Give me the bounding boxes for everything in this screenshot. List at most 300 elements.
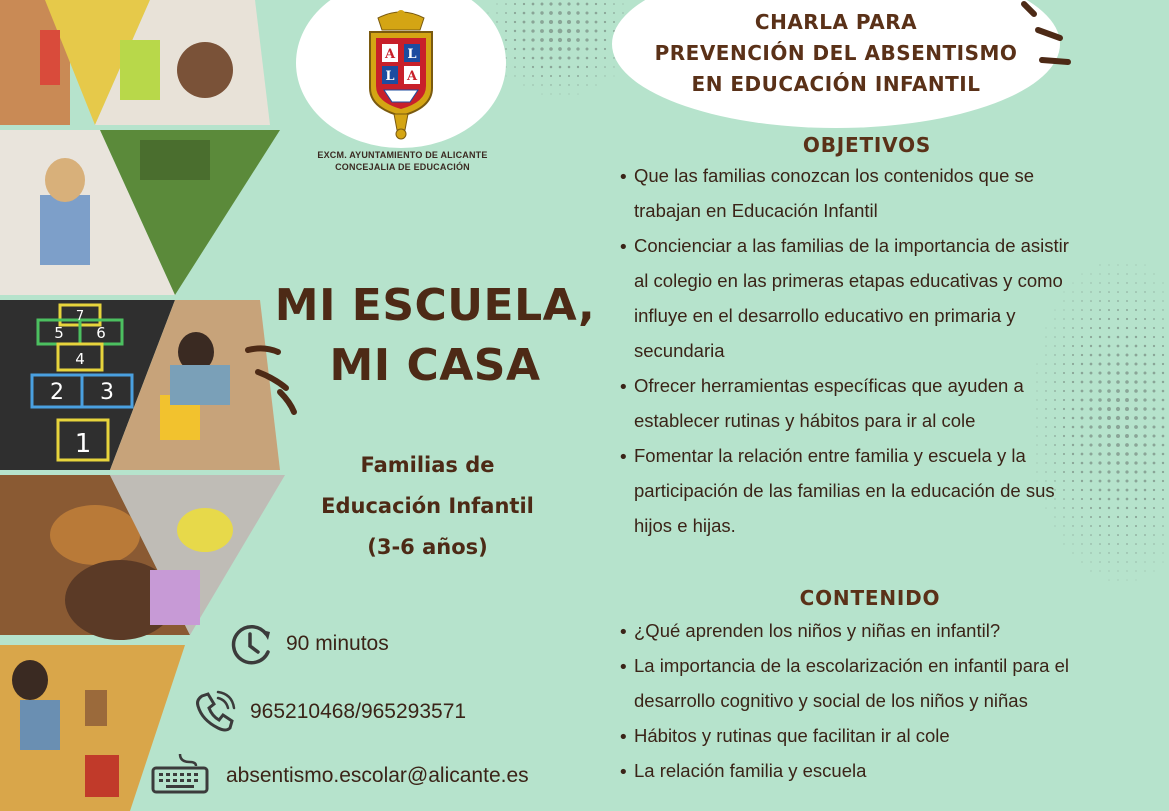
halftone-dot	[1162, 462, 1164, 464]
halftone-dot	[1117, 282, 1118, 283]
halftone-dot	[1116, 362, 1119, 365]
halftone-dot	[595, 57, 597, 59]
halftone-dot	[1081, 399, 1084, 402]
halftone-dot	[1162, 471, 1164, 473]
halftone-dot	[1036, 444, 1037, 445]
halftone-dot	[604, 66, 606, 68]
halftone-dot	[1081, 552, 1082, 553]
halftone-dot	[586, 48, 589, 51]
objetivos-item-4-line-1: Fomentar la relación entre familia y escuela y la	[634, 445, 1026, 466]
halftone-dot	[1135, 318, 1137, 320]
org-department: CONCEJALIA DE EDUCACIÓN	[335, 162, 470, 172]
halftone-dot	[1136, 265, 1137, 266]
halftone-dot	[1154, 562, 1155, 563]
halftone-dot	[540, 47, 543, 50]
halftone-dot	[567, 20, 571, 24]
halftone-dot	[1037, 463, 1038, 464]
halftone-dot	[1072, 327, 1074, 329]
halftone-dot	[1162, 534, 1163, 535]
halftone-dot	[1162, 525, 1164, 527]
halftone-dot	[1116, 443, 1120, 447]
halftone-dot	[1108, 291, 1110, 293]
halftone-dot	[1134, 398, 1138, 402]
halftone-dot	[1072, 471, 1074, 473]
halftone-dot	[1117, 345, 1120, 348]
halftone-dot	[1036, 399, 1037, 400]
halftone-dot	[551, 94, 552, 95]
halftone-dot	[1090, 282, 1091, 283]
halftone-dot	[1063, 381, 1065, 383]
halftone-dot	[1107, 470, 1110, 473]
halftone-dot	[1125, 452, 1129, 456]
halftone-dot	[1054, 336, 1055, 337]
objetivos-item-1-line-2: trabajan en Educación Infantil	[634, 200, 878, 221]
objetivos-item-4-line-2: participación de las familias en la educación de sus	[634, 480, 1055, 501]
halftone-dot	[1134, 380, 1137, 383]
halftone-dot	[1153, 444, 1156, 447]
halftone-dot	[1036, 390, 1037, 391]
halftone-dot	[613, 66, 614, 67]
halftone-dot	[523, 21, 526, 24]
halftone-dot	[577, 75, 579, 77]
halftone-dot	[1089, 389, 1092, 392]
halftone-dot	[1090, 318, 1092, 320]
halftone-dot	[514, 75, 515, 76]
halftone-dot	[1116, 416, 1120, 420]
halftone-dot	[1145, 571, 1146, 572]
halftone-dot	[585, 29, 588, 32]
halftone-dot	[1116, 434, 1120, 438]
halftone-dot	[1162, 444, 1165, 447]
halftone-dot	[549, 20, 553, 24]
clock-icon	[228, 622, 276, 668]
halftone-dot	[1054, 516, 1055, 517]
halftone-dot	[1063, 345, 1065, 347]
halftone-dot	[1134, 371, 1137, 374]
halftone-dot	[1153, 336, 1155, 338]
halftone-dot	[1063, 309, 1064, 310]
halftone-dot	[1117, 291, 1119, 293]
halftone-dot	[1089, 443, 1092, 446]
halftone-dot	[1063, 318, 1064, 319]
halftone-dot	[1063, 390, 1065, 392]
contenido-item-1-line-1: ¿Qué aprenden los niños y niñas en infantil?	[634, 620, 1001, 641]
halftone-dot	[1072, 363, 1074, 365]
halftone-dot	[1036, 426, 1037, 427]
halftone-dot	[1090, 354, 1093, 357]
halftone-dot	[1037, 364, 1038, 365]
halftone-dot	[1089, 398, 1092, 401]
halftone-dot	[1144, 561, 1145, 562]
halftone-dot	[1107, 425, 1111, 429]
halftone-dot	[1117, 354, 1120, 357]
seal-letter: A	[384, 47, 396, 62]
halftone-dot	[1090, 327, 1092, 329]
halftone-dot	[1117, 309, 1119, 311]
halftone-dot	[1081, 300, 1082, 301]
halftone-dot	[1107, 434, 1111, 438]
halftone-dot	[1153, 498, 1155, 500]
halftone-dot	[1143, 452, 1146, 455]
halftone-dot	[604, 39, 606, 41]
halftone-dot	[1099, 552, 1100, 553]
halftone-dot	[1054, 381, 1056, 383]
halftone-dot	[1055, 310, 1056, 311]
halftone-dot	[1163, 562, 1164, 563]
halftone-dot	[1063, 453, 1065, 455]
halftone-dot	[1099, 318, 1101, 320]
halftone-dot	[1099, 561, 1100, 562]
halftone-dot	[1063, 444, 1065, 446]
halftone-dot	[1153, 372, 1156, 375]
contenido-bullet: •	[618, 762, 629, 783]
halftone-dot	[1144, 489, 1147, 492]
audience-line-3: (3-6 años)	[367, 535, 488, 559]
halftone-dot	[576, 47, 579, 50]
halftone-dot	[1090, 462, 1093, 465]
halftone-dot	[1126, 354, 1129, 357]
halftone-dot	[1098, 389, 1101, 392]
contenido-item-2-line-1: La importancia de la escolarización en infantil para el	[634, 655, 1070, 676]
halftone-dot	[1153, 435, 1156, 438]
halftone-dot	[1063, 408, 1065, 410]
halftone-dot	[1072, 354, 1074, 356]
halftone-dot	[1162, 507, 1164, 509]
halftone-dot	[1055, 319, 1056, 320]
halftone-dot	[1126, 309, 1128, 311]
halftone-dot	[1125, 362, 1128, 365]
halftone-dot	[1081, 498, 1083, 500]
halftone-dot	[1107, 443, 1111, 447]
halftone-dot	[1107, 380, 1110, 383]
halftone-dot	[1081, 489, 1083, 491]
hopscotch-label: 6	[96, 324, 106, 342]
halftone-dot	[558, 47, 562, 51]
halftone-dot	[1099, 300, 1101, 302]
halftone-dot	[1144, 354, 1147, 357]
objetivos-bullet: •	[618, 237, 629, 258]
halftone-dot	[1143, 389, 1146, 392]
halftone-dot	[541, 75, 543, 77]
seal-icon	[360, 8, 442, 140]
halftone-dot	[505, 39, 507, 41]
halftone-dot	[1099, 507, 1101, 509]
halftone-dot	[559, 66, 562, 69]
halftone-dot	[1090, 372, 1093, 375]
halftone-dot	[1072, 399, 1074, 401]
halftone-dot	[514, 48, 516, 50]
halftone-dot	[1126, 273, 1127, 274]
halftone-dot	[567, 2, 570, 5]
halftone-dot	[1063, 435, 1065, 437]
halftone-dot	[1081, 534, 1082, 535]
halftone-dot	[1144, 327, 1146, 329]
halftone-dot	[549, 11, 553, 15]
halftone-dot	[1063, 399, 1065, 401]
halftone-dot	[1108, 516, 1110, 518]
halftone-dot	[1063, 534, 1064, 535]
halftone-dot	[1117, 543, 1119, 545]
halftone-dot	[1117, 327, 1119, 329]
objetivos-bullet: •	[618, 377, 629, 398]
halftone-dot	[1099, 525, 1101, 527]
halftone-dot	[531, 11, 534, 14]
halftone-dot	[506, 76, 507, 77]
halftone-dot	[1125, 470, 1128, 473]
halftone-dot	[1063, 372, 1065, 374]
halftone-dot	[604, 3, 606, 5]
halftone-dot	[1072, 543, 1073, 544]
halftone-dot	[1116, 407, 1120, 411]
halftone-dot	[1153, 543, 1154, 544]
halftone-dot	[1108, 300, 1110, 302]
halftone-dot	[1090, 336, 1092, 338]
hopscotch-label: 4	[75, 350, 85, 368]
halftone-dot	[1153, 462, 1156, 465]
halftone-dot	[1125, 398, 1129, 402]
halftone-dot	[1162, 300, 1163, 301]
halftone-dot	[1144, 300, 1146, 302]
halftone-dot	[549, 47, 553, 51]
halftone-dot	[1144, 363, 1147, 366]
halftone-dot	[1063, 354, 1065, 356]
halftone-dot	[1054, 390, 1056, 392]
halftone-dot	[1162, 336, 1164, 338]
halftone-dot	[1117, 507, 1119, 509]
halftone-dot	[1152, 416, 1155, 419]
hopscotch-label: 7	[75, 309, 85, 324]
halftone-dot	[1090, 345, 1092, 347]
halftone-dot	[505, 30, 507, 32]
duration-text: 90 minutos	[286, 632, 389, 655]
halftone-dot	[586, 84, 587, 85]
objetivos-item-1-line-1: Que las familias conozcan los contenidos que se	[634, 165, 1035, 186]
halftone-dot	[1116, 389, 1120, 393]
halftone-dot	[540, 38, 544, 42]
halftone-dot	[1045, 426, 1046, 427]
halftone-dot	[1162, 417, 1165, 420]
halftone-dot	[595, 75, 596, 76]
halftone-dot	[1125, 371, 1128, 374]
contenido-bullet: •	[618, 727, 629, 748]
halftone-dot	[1098, 425, 1102, 429]
halftone-dot	[1107, 398, 1111, 402]
keyboard-icon	[150, 752, 210, 794]
halftone-dot	[1055, 526, 1056, 527]
halftone-dot	[1126, 498, 1129, 501]
halftone-dot	[1100, 571, 1101, 572]
halftone-dot	[578, 94, 579, 95]
halftone-dot	[1135, 309, 1137, 311]
halftone-dot	[1054, 372, 1056, 374]
halftone-dot	[1144, 480, 1147, 483]
halftone-dot	[1134, 461, 1137, 464]
audience-line-2: Educación Infantil	[321, 494, 534, 518]
halftone-dot	[1036, 417, 1037, 418]
halftone-dot	[1153, 390, 1156, 393]
halftone-dot	[1126, 552, 1127, 553]
halftone-dot	[514, 3, 516, 5]
halftone-dot	[1117, 318, 1119, 320]
halftone-dot	[1108, 336, 1111, 339]
halftone-dot	[1063, 327, 1064, 328]
halftone-dot	[1081, 327, 1083, 329]
halftone-dot	[1108, 543, 1110, 545]
halftone-dot	[1108, 561, 1109, 562]
main-title-line-1: MI ESCUELA,	[274, 280, 596, 331]
halftone-dot	[1098, 380, 1101, 383]
halftone-dot	[1045, 471, 1046, 472]
email-address[interactable]: absentismo.escolar@alicante.es	[226, 764, 529, 787]
halftone-dot	[1081, 480, 1083, 482]
halftone-dot	[1117, 552, 1118, 553]
halftone-dot	[1135, 552, 1136, 553]
halftone-dot	[585, 11, 588, 14]
halftone-dot	[532, 84, 533, 85]
halftone-dot	[586, 3, 589, 6]
halftone-dot	[1099, 489, 1102, 492]
halftone-dot	[1135, 300, 1137, 302]
halftone-dot	[1036, 408, 1037, 409]
halftone-dot	[1153, 453, 1156, 456]
halftone-dot	[558, 2, 561, 5]
halftone-dot	[1072, 318, 1073, 319]
halftone-dot	[549, 29, 553, 33]
halftone-dot	[1090, 498, 1092, 500]
halftone-dot	[1126, 516, 1128, 518]
halftone-dot	[1108, 498, 1111, 501]
halftone-dot	[1144, 291, 1145, 292]
halftone-dot	[524, 85, 525, 86]
halftone-dot	[505, 48, 507, 50]
halftone-dot	[1063, 462, 1065, 464]
halftone-dot	[585, 20, 588, 23]
halftone-dot	[1126, 489, 1129, 492]
halftone-dot	[496, 21, 497, 22]
halftone-dot	[1072, 534, 1073, 535]
halftone-dot	[541, 57, 544, 60]
halftone-dot	[1126, 327, 1128, 329]
halftone-dot	[1135, 273, 1136, 274]
halftone-dot	[1135, 327, 1137, 329]
halftone-dot	[1163, 553, 1164, 554]
halftone-dot	[514, 12, 516, 14]
halftone-dot	[1045, 444, 1046, 445]
halftone-dot	[1144, 534, 1146, 536]
halftone-dot	[1063, 507, 1064, 508]
halftone-dot	[1054, 426, 1056, 428]
halftone-dot	[1081, 363, 1083, 365]
halftone-dot	[1054, 408, 1056, 410]
halftone-dot	[1144, 498, 1146, 500]
halftone-dot	[1143, 425, 1146, 428]
halftone-dot	[1098, 407, 1102, 411]
halftone-dot	[1098, 398, 1101, 401]
halftone-dot	[1045, 462, 1046, 463]
halftone-dot	[1063, 489, 1065, 491]
halftone-dot	[1108, 345, 1111, 348]
halftone-dot	[505, 3, 507, 5]
halftone-dot	[532, 3, 535, 6]
halftone-dot	[514, 21, 516, 23]
halftone-dot	[532, 48, 535, 51]
halftone-dot	[1144, 273, 1145, 274]
halftone-dot	[1081, 444, 1084, 447]
halftone-dot	[1143, 407, 1146, 410]
halftone-dot	[595, 39, 598, 42]
halftone-dot	[1072, 507, 1074, 509]
halftone-dot	[1125, 479, 1128, 482]
halftone-dot	[559, 84, 561, 86]
halftone-dot	[549, 56, 552, 59]
contenido-item-2-line-2: desarrollo cognitivo y social de los niños y niñas	[634, 690, 1028, 711]
halftone-dot	[1126, 543, 1128, 545]
halftone-dot	[1037, 373, 1038, 374]
halftone-dot	[1109, 580, 1110, 581]
halftone-dot	[1072, 381, 1074, 383]
halftone-dot	[577, 66, 579, 68]
halftone-dot	[1099, 291, 1100, 292]
halftone-dot	[496, 12, 497, 13]
halftone-dot	[505, 21, 507, 23]
halftone-dot	[1081, 525, 1083, 527]
halftone-dot	[1116, 398, 1120, 402]
halftone-dot	[1072, 300, 1073, 301]
halftone-dot	[1098, 371, 1101, 374]
halftone-dot	[1081, 372, 1084, 375]
halftone-dot	[1143, 434, 1146, 437]
halftone-dot	[1072, 435, 1074, 437]
halftone-dot	[1116, 479, 1119, 482]
halftone-dot	[1135, 570, 1136, 571]
halftone-dot	[1153, 327, 1155, 329]
halftone-dot	[1135, 291, 1137, 293]
halftone-dot	[1117, 498, 1120, 501]
halftone-dot	[1063, 363, 1065, 365]
halftone-dot	[1125, 443, 1129, 447]
halftone-dot	[1063, 498, 1065, 500]
brush-stroke-decoration	[1008, 0, 1088, 80]
halftone-dot	[1037, 454, 1038, 455]
halftone-dot	[1117, 525, 1119, 527]
halftone-dot	[1072, 480, 1074, 482]
halftone-dot	[1153, 345, 1155, 347]
halftone-dot	[1090, 534, 1092, 536]
halftone-dot	[1125, 416, 1129, 420]
halftone-dot	[1135, 525, 1137, 527]
halftone-dot	[577, 84, 578, 85]
halftone-dot	[1081, 462, 1084, 465]
halftone-dot	[1126, 291, 1128, 293]
halftone-dot	[542, 94, 543, 95]
halftone-dot	[1107, 389, 1111, 393]
halftone-dot	[1117, 489, 1120, 492]
halftone-dot	[1116, 470, 1119, 473]
halftone-dot	[532, 66, 534, 68]
halftone-dot	[596, 85, 597, 86]
halftone-dot	[1117, 561, 1118, 562]
halftone-dot	[1099, 354, 1102, 357]
halftone-dot	[613, 3, 615, 5]
halftone-dot	[541, 84, 542, 85]
halftone-dot	[558, 11, 562, 15]
halftone-dot	[1099, 327, 1101, 329]
halftone-dot	[1098, 443, 1101, 446]
halftone-dot	[1125, 461, 1128, 464]
halftone-dot	[1144, 507, 1146, 509]
halftone-dot	[1126, 336, 1129, 339]
hopscotch-label: 5	[54, 324, 64, 342]
